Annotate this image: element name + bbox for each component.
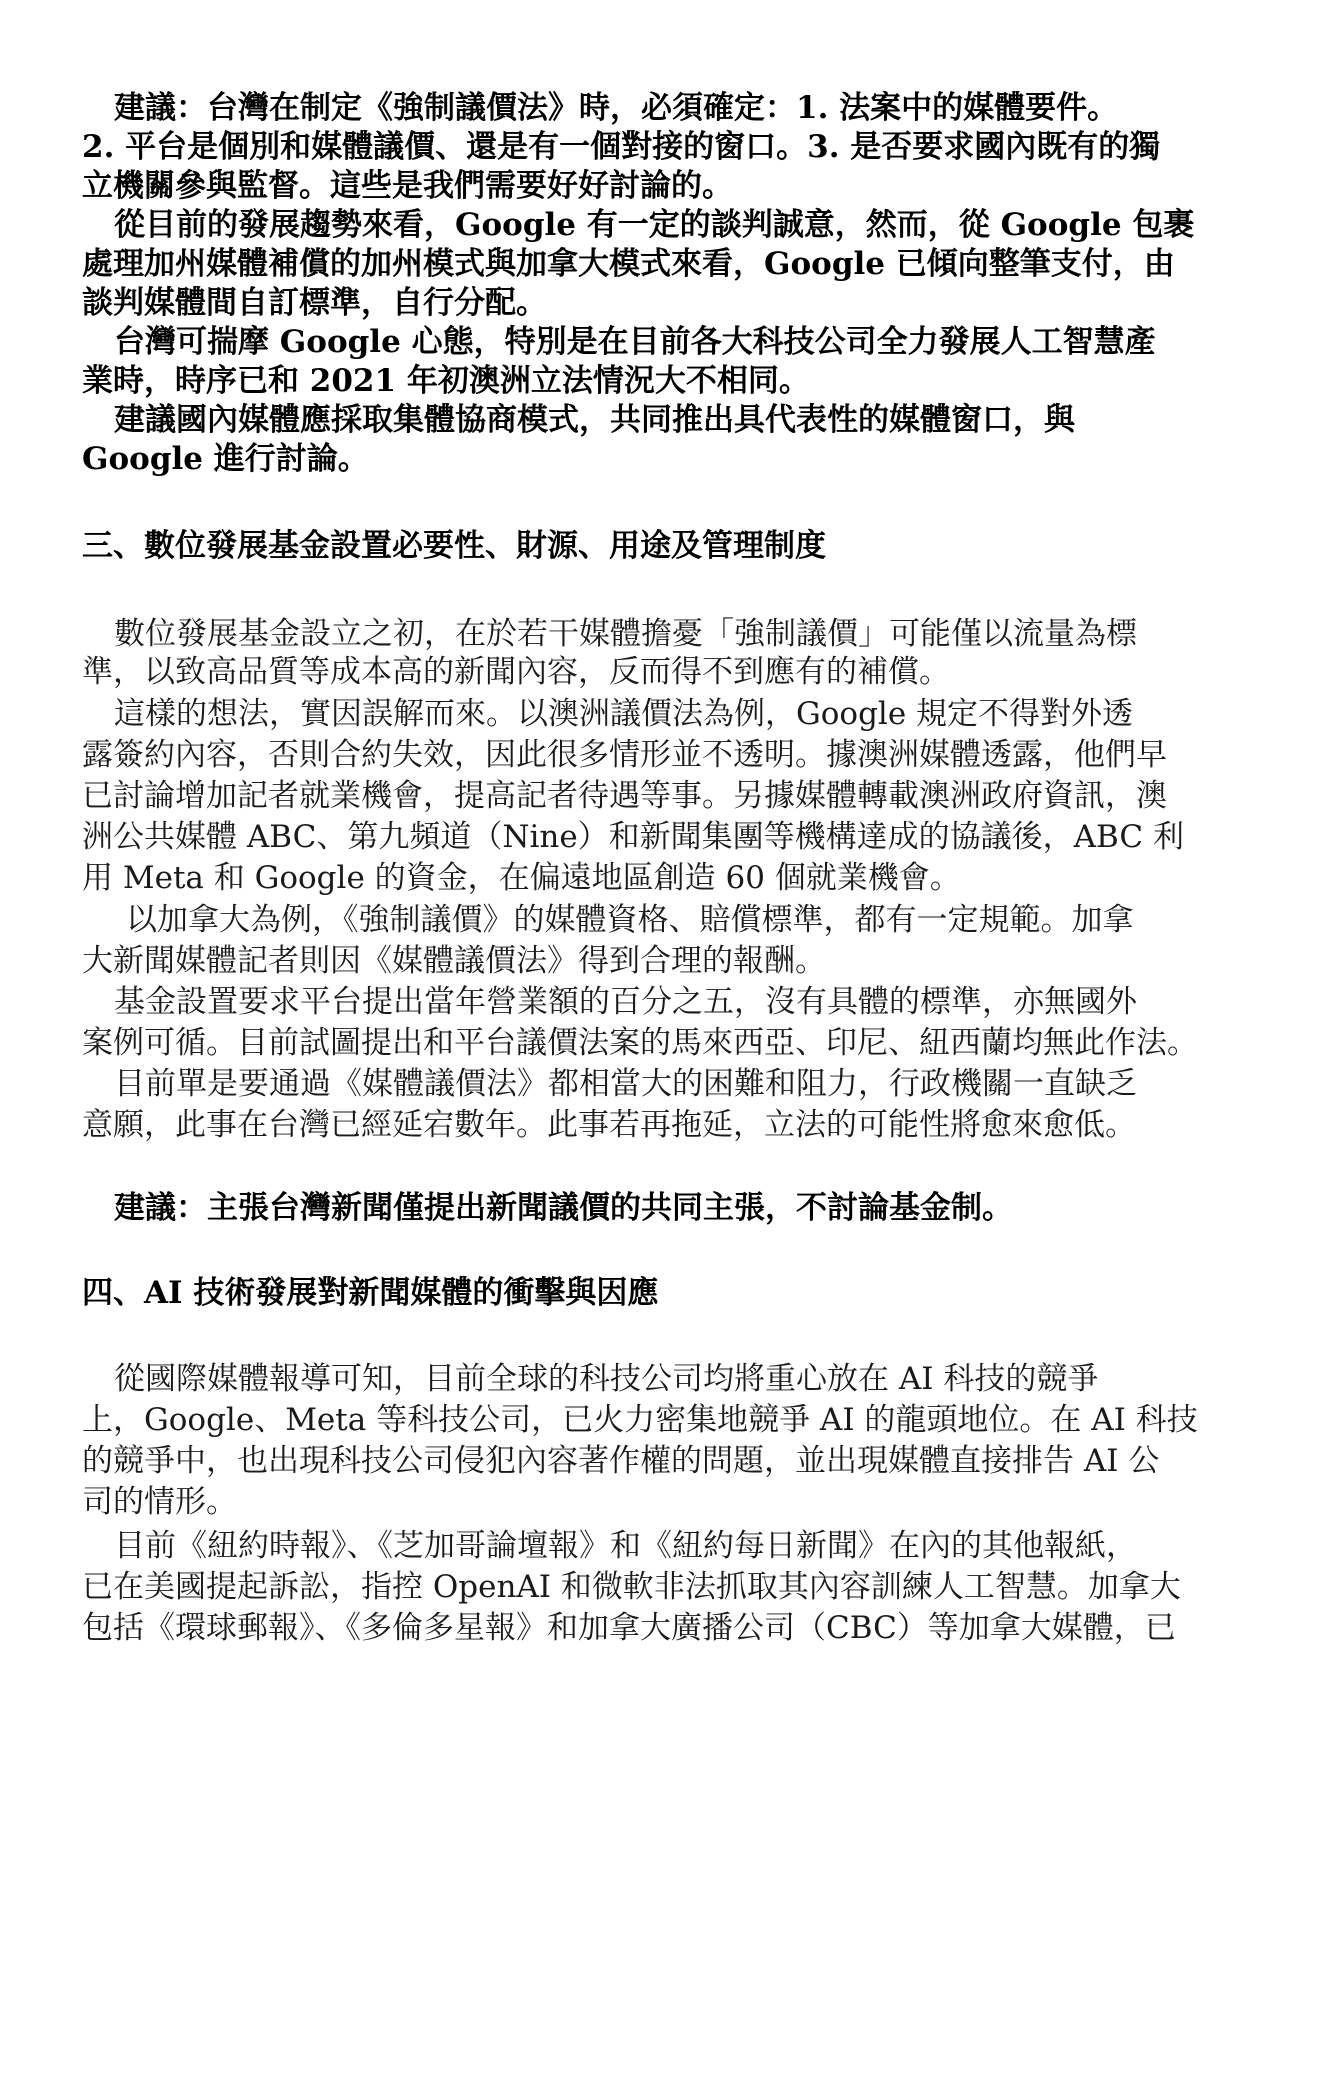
recommendation-text: 建議：主張台灣新聞僅提出新聞議價的共同主張，不討論基金制。 [114,1190,1013,1226]
paragraph-line: 意願，此事在台灣已經延宕數年。此事若再拖延，立法的可能性將愈來愈低。 [82,1107,1136,1143]
paragraph-line: 的競爭中，也出現科技公司侵犯內容著作權的問題，並出現媒體直接排告 AI 公 [82,1443,1160,1479]
paragraph-line: 大新聞媒體記者則因《媒體議價法》得到合理的報酬。 [82,943,826,979]
paragraph-line: 已討論增加記者就業機會，提高記者待遇等事。另據媒體轉載澳洲政府資訊，澳 [82,778,1167,814]
paragraph-line: 露簽約內容，否則合約失效，因此很多情形並不透明。據澳洲媒體透露，他們早 [82,737,1167,773]
paragraph-line: 目前《紐約時報》、《芝加哥論壇報》和《紐約每日新聞》在內的其他報紙， [114,1528,1137,1564]
paragraph-line: 案例可循。目前試圖提出和平台議價法案的馬來西亞、印尼、紐西蘭均無此作法。 [82,1025,1198,1061]
paragraph-line: 包括《環球郵報》、《多倫多星報》和加拿大廣播公司（CBC）等加拿大媒體，已 [82,1610,1176,1646]
paragraph-line: 立機關參與監督。這些是我們需要好好討論的。 [82,168,733,204]
paragraph-line: 從目前的發展趨勢來看，Google 有一定的談判誠意，然而，從 Google 包裹 [114,207,1195,243]
paragraph-line: 數位發展基金設立之初，在於若干媒體擔憂「強制議價」可能僅以流量為標 [114,616,1137,652]
paragraph-line: 司的情形。 [82,1484,237,1520]
paragraph-line: 用 Meta 和 Google 的資金，在偏遠地區創造 60 個就業機會。 [82,860,961,896]
paragraph-line: 2. 平台是個別和媒體議價、還是有一個對接的窗口。3. 是否要求國內既有的獨 [82,129,1161,165]
section-heading: 三、數位發展基金設置必要性、財源、用途及管理制度 [82,528,826,564]
paragraph-line: 業時，時序已和 2021 年初澳洲立法情況大不相同。 [82,363,810,399]
paragraph-line: 已在美國提起訴訟，指控 OpenAI 和微軟非法抓取其內容訓練人工智慧。加拿大 [82,1569,1181,1605]
paragraph-line: 目前單是要通過《媒體議價法》都相當大的困難和阻力，行政機關一直缺乏 [114,1066,1137,1102]
paragraph-line: 談判媒體間自訂標準，自行分配。 [82,285,547,321]
paragraph-line: 處理加州媒體補償的加州模式與加拿大模式來看，Google 已傾向整筆支付，由 [82,246,1175,282]
paragraph-line: Google 進行討論。 [82,441,369,477]
section-heading: 四、AI 技術發展對新聞媒體的衝擊與因應 [82,1275,659,1311]
paragraph-line: 從國際媒體報導可知，目前全球的科技公司均將重心放在 AI 科技的競爭 [114,1361,1099,1397]
paragraph-line: 這樣的想法，實因誤解而來。以澳洲議價法為例，Google 規定不得對外透 [114,696,1134,732]
paragraph-line: 台灣可揣摩 Google 心態，特別是在目前各大科技公司全力發展人工智慧產 [114,324,1156,360]
paragraph-line: 以加拿大為例，《強制議價》的媒體資格、賠償標準，都有一定規範。加拿 [126,902,1134,938]
paragraph-line: 建議：台灣在制定《強制議價法》時，必須確定：1. 法案中的媒體要件。 [114,90,1119,126]
paragraph-line: 準，以致高品質等成本高的新聞內容，反而得不到應有的補償。 [82,654,950,690]
paragraph-line: 上，Google、Meta 等科技公司，已火力密集地競爭 AI 的龍頭地位。在 AI 科技 [82,1402,1198,1438]
paragraph-line: 基金設置要求平台提出當年營業額的百分之五，沒有具體的標準，亦無國外 [114,984,1137,1020]
paragraph-line: 建議國內媒體應採取集體協商模式，共同推出具代表性的媒體窗口，與 [114,402,1075,438]
paragraph-line: 洲公共媒體 ABC、第九頻道（Nine）和新聞集團等機構達成的協議後，ABC 利 [82,819,1184,855]
